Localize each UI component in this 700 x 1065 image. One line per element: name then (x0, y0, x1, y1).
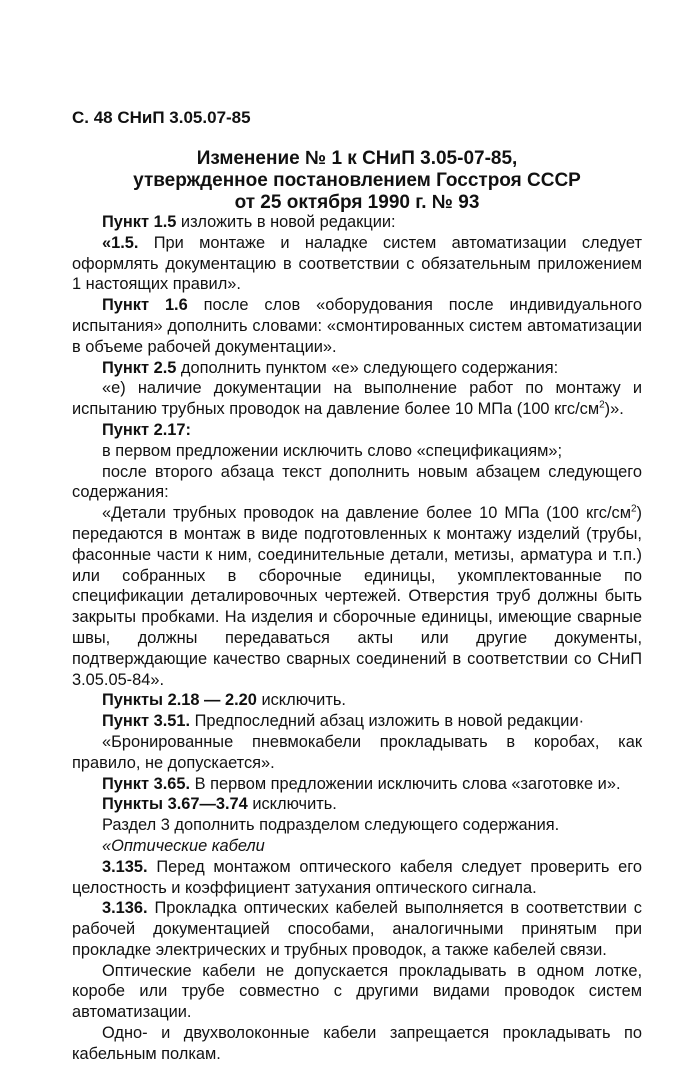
paragraph-text: Раздел 3 дополнить подразделом следующего содержания. (102, 816, 560, 835)
paragraph-text: В первом предложении исключить слова «заготовке и». (190, 774, 621, 793)
subsection-heading: «Оптические кабели (102, 836, 265, 855)
paragraph-text: в первом предложении исключить слово «спецификациям»; (102, 441, 563, 460)
paragraph (72, 774, 642, 795)
paragraph (72, 441, 642, 462)
paragraph-text: изложить в новой редакции: (176, 213, 396, 231)
clause-label: Пункт 1.6 (102, 296, 188, 315)
paragraph (72, 815, 642, 836)
clause-label: Пункты 3.67—3.74 (102, 795, 248, 814)
paragraph (72, 233, 642, 295)
clause-label: Пункт 2.17: (102, 420, 191, 439)
title-line-1: Изменение № 1 к СНиП 3.05-07-85, (196, 148, 518, 169)
paragraph (72, 711, 642, 732)
clause-label: Пункт 1.5 (102, 213, 177, 231)
clause-label: Пункты 2.18 — 2.20 (102, 691, 257, 710)
title-line-2: утвержденное постановлением Госстроя СССР (133, 170, 581, 191)
paragraph (72, 898, 642, 960)
paragraph (72, 794, 642, 815)
paragraph-text: после слов «оборудования после индивидуального испытания» дополнить словами: «смонтированных систем автоматизации в объеме рабочей документации». (72, 296, 642, 356)
paragraph-text: Прокладка оптических кабелей выполняется в соответствии с рабочей документацией способами, аналогичными принятым при прокладке электрических и трубных проводок, а также кабелей связи. (72, 899, 642, 959)
paragraph (72, 732, 642, 774)
paragraph (72, 690, 642, 711)
paragraph-text: При монтаже и наладке систем автоматизации следует оформлять документацию в соответствии с обязательным приложением 1 настоящих правил». (72, 233, 642, 294)
document-body (72, 212, 642, 1065)
paragraph (72, 961, 642, 1023)
paragraph (72, 503, 642, 690)
paragraph-text: исключить. (247, 795, 337, 814)
paragraph (72, 462, 642, 504)
paragraph (72, 212, 642, 233)
document-title (72, 148, 642, 214)
paragraph-text: после второго абзаца текст дополнить новым абзацем следующего содержания: (72, 462, 642, 502)
page-header: С. 48 СНиП 3.05.07-85 (72, 108, 251, 127)
paragraph (72, 358, 642, 379)
paragraph (72, 378, 642, 420)
paragraph-text: Одно- и двухволоконные кабели запрещается прокладывать по кабельным полкам. (72, 1024, 642, 1063)
paragraph (72, 295, 642, 357)
superscript: 2 (630, 503, 637, 515)
superscript: 2 (599, 399, 605, 411)
quote-open: « (102, 233, 112, 252)
clause-label: 1.5. (111, 233, 139, 252)
paragraph-text: Предпоследний абзац изложить в новой редакции· (190, 712, 585, 731)
paragraph-text: Перед монтажом оптического кабеля следует проверить его целостность и коэффициент затухания оптического сигнала. (72, 857, 642, 897)
paragraph-text: «е) наличие документации на выполнение работ по монтажу и испытанию трубных проводок на давление более 10 МПа (100 кгс/см (72, 379, 642, 419)
paragraph-text: дополнить пунктом «е» следующего содержания: (176, 358, 559, 377)
paragraph-text: «Детали трубных проводок на давление более 10 МПа (100 кгс/см (102, 504, 631, 523)
title-line-3: от 25 октября 1990 г. № 93 (234, 192, 480, 213)
paragraph-text-tail: )». (604, 400, 624, 419)
clause-label: Пункт 2.5 (102, 358, 177, 377)
paragraph-text: исключить. (256, 691, 346, 710)
paragraph-text: Оптические кабели не допускается прокладывать в одном лотке, коробе или трубе совместно с другими видами проводок систем автоматизации. (72, 961, 642, 1022)
paragraph-text: «Бронированные пневмокабели прокладывать в коробах, как правило, не допускается». (72, 732, 642, 772)
paragraph-text-tail: ) передаются в монтаж в виде подготовленных к монтажу изделий (трубы, фасонные части к ним, соединительные детали, метизы, арматура и т.п.) или собранных в сборочные единицы, укомплектованные по спецификации деталировочных чертежей. Отверстия труб должны быть закрыты пробками. На изделия и сборочные единицы, имеющие сварные швы, должны передаваться акты или другие документы, подтверждающие качество сварных соединений в соответствии со СНиП 3.05.05-84». (72, 504, 642, 689)
clause-label: Пункт 3.51. (102, 712, 191, 731)
clause-label: Пункт 3.65. (102, 774, 191, 793)
clause-label: 3.135. (102, 857, 148, 876)
paragraph (72, 857, 642, 899)
clause-label: 3.136. (102, 899, 148, 918)
paragraph (72, 420, 642, 441)
paragraph (72, 1023, 642, 1065)
